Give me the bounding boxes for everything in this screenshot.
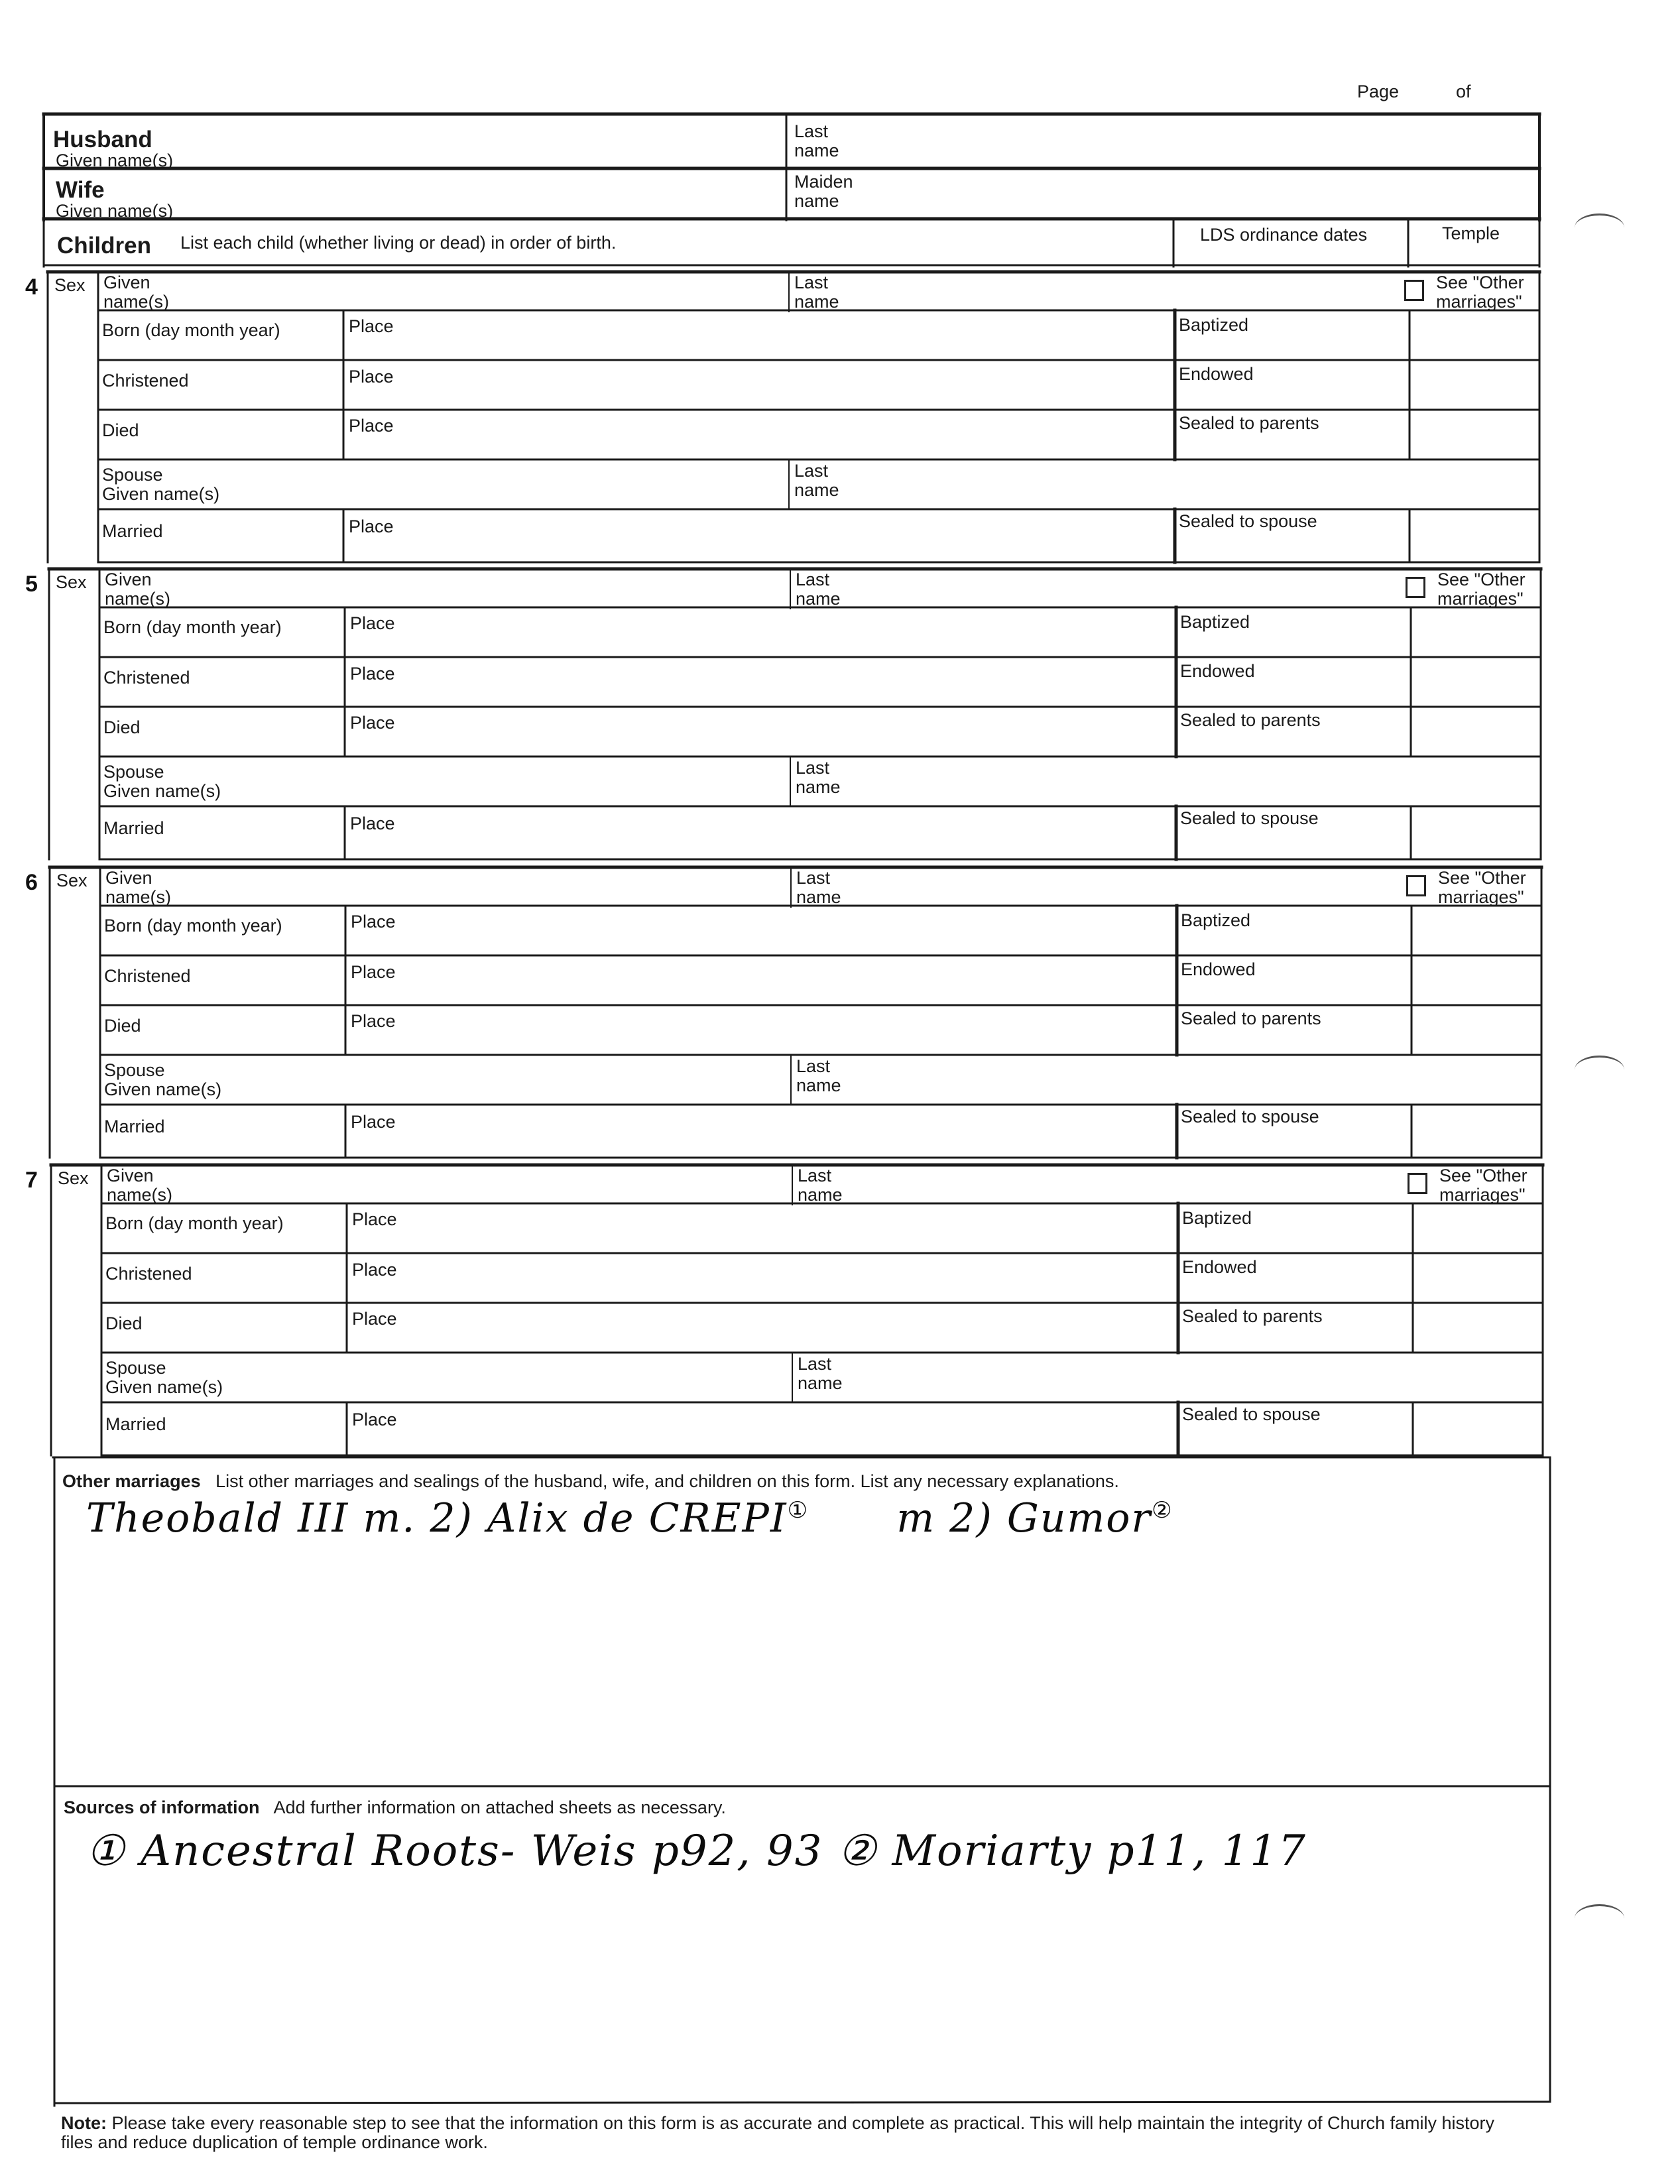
sealed-to-spouse-label: Sealed to spouse [1179,511,1317,531]
died-place-field[interactable] [408,1305,1170,1351]
sealed-to-spouse-label: Sealed to spouse [1180,808,1319,828]
died-label: Died [102,420,139,440]
other-marriage-entry-2: m 2) Gumor [896,1495,1152,1542]
source-ref-2: ② [1152,1497,1173,1524]
married-label: Married [105,1414,166,1434]
born-place-field[interactable] [406,908,1169,953]
spouse-given-label: Spouse Given name(s) [103,762,221,801]
spouse-given-label: Spouse Given name(s) [105,1358,223,1397]
place-label: Place [350,613,395,633]
place-label: Place [351,1112,396,1132]
source-ref-1: ① [787,1497,810,1524]
given-name-label: Given name(s) [107,1166,173,1205]
christened-place-field[interactable] [406,958,1169,1003]
page-label: Page [1357,82,1400,101]
other-marriages-title [62,1472,1119,1491]
note-text: Please take every reasonable step to see that the information on this form is as accurate and complete as practical. This will help maintain the integrity of Church family history files and reduce duplication of temple ordinance work. [61,2113,1495,2152]
born-label: Born (day month year) [104,916,282,936]
christened-place-field[interactable] [404,363,1167,408]
given-name-label: Given name(s) [105,570,171,609]
child-number: 5 [25,572,38,597]
place-label: Place [351,962,396,982]
sealed-to-parents-label: Sealed to parents [1180,710,1321,730]
see-other-marriages-label: See "Other marriages" [1436,273,1524,312]
given-name-label: Given name(s) [105,868,172,907]
last-name-label: Last name [796,868,841,907]
endowed-label: Endowed [1179,364,1254,384]
wife-given-field[interactable] [46,170,782,216]
sealed-to-parents-label: Sealed to parents [1182,1306,1323,1326]
endowed-label: Endowed [1180,661,1255,681]
sources-instruction: Add further information on attached sheets as necessary. [273,1797,726,1817]
place-label: Place [349,316,394,336]
married-place-field[interactable] [406,809,1168,857]
wife-maiden-field[interactable] [855,170,1535,216]
sources-heading: Sources of information [64,1797,260,1817]
died-place-field[interactable] [406,1008,1169,1053]
child-given-name-field[interactable] [160,573,784,606]
christened-label: Christened [105,1264,192,1284]
husband-given-field[interactable] [46,117,782,168]
wife-maiden-label: Maiden name [794,172,853,211]
husband-last-field[interactable] [855,117,1535,168]
place-label: Place [352,1209,397,1229]
child-last-name-field[interactable] [859,1169,1389,1202]
died-label: Died [105,1313,143,1333]
sources-title [64,1798,726,1817]
other-marriages-checkbox[interactable] [1406,577,1425,598]
page-of-label: of [1456,82,1471,101]
born-label: Born (day month year) [102,320,280,340]
place-label: Place [349,516,394,536]
baptized-label: Baptized [1182,1208,1252,1228]
child-given-name-field[interactable] [159,276,782,309]
other-marriages-heading: Other marriages [62,1471,201,1491]
endowed-label: Endowed [1181,959,1256,979]
born-place-field[interactable] [408,1206,1170,1251]
baptized-label: Baptized [1181,910,1251,930]
place-label: Place [351,1011,396,1031]
place-label: Place [351,912,396,932]
punch-hole-mark [1575,213,1624,242]
children-title: Children [57,233,151,259]
christened-label: Christened [103,668,190,688]
spouse-last-name-label: Last name [798,1354,843,1393]
place-label: Place [352,1410,397,1429]
spouse-last-name-label: Last name [796,1056,841,1095]
child-last-name-field[interactable] [855,276,1386,309]
place-label: Place [349,367,394,387]
child-last-name-field[interactable] [857,871,1388,904]
endowed-label: Endowed [1182,1257,1257,1277]
other-marriages-instruction: List other marriages and sealings of the husband, wife, and children on this form. List any necessary explanations. [215,1471,1119,1491]
spouse-given-label: Spouse Given name(s) [104,1060,222,1099]
married-place-field[interactable] [408,1405,1170,1453]
see-other-marriages-label: See "Other marriages" [1438,868,1526,907]
died-place-field[interactable] [406,709,1168,755]
married-label: Married [103,818,164,838]
husband-title: Husband [53,127,152,152]
sources-handwriting[interactable]: ① Ancestral Roots- Weis p92, 93 ② Moriarty p11, 117 [86,1827,1307,1876]
spouse-last-name-label: Last name [794,461,839,500]
child-given-name-field[interactable] [162,1169,786,1202]
last-name-label: Last name [794,273,839,312]
children-instruction: List each child (whether living or dead) in order of birth. [180,233,617,253]
wife-title: Wife [56,177,105,203]
other-marriages-checkbox[interactable] [1404,280,1424,301]
given-name-label: Given name(s) [103,273,170,312]
sealed-to-spouse-label: Sealed to spouse [1182,1404,1321,1424]
see-other-marriages-label: See "Other marriages" [1439,1166,1528,1205]
see-other-marriages-label: See "Other marriages" [1437,570,1526,609]
place-label: Place [350,664,395,684]
christened-label: Christened [104,966,191,986]
christened-label: Christened [102,371,189,391]
husband-last-label: Last name [794,121,839,160]
child-number: 6 [25,870,38,895]
sex-label: Sex [58,1168,89,1188]
wife-given-label: Given name(s) [56,201,174,221]
other-marriage-entry-1: Theobald III m. 2) Alix de CREPI [86,1495,788,1542]
born-place-field[interactable] [406,610,1168,655]
died-label: Died [104,1016,141,1036]
place-label: Place [349,416,394,436]
sealed-to-spouse-label: Sealed to spouse [1181,1107,1319,1126]
husband-given-label: Given name(s) [56,151,174,170]
place-label: Place [350,814,395,833]
place-label: Place [352,1309,397,1329]
born-label: Born (day month year) [103,617,282,637]
baptized-label: Baptized [1179,315,1249,335]
place-label: Place [352,1260,397,1280]
footer-note [61,2114,1526,2152]
sex-label: Sex [54,275,86,295]
sex-label: Sex [56,871,88,890]
christened-place-field[interactable] [406,660,1168,705]
place-label: Place [350,713,395,733]
last-name-label: Last name [796,570,841,609]
spouse-given-label: Spouse Given name(s) [102,465,220,504]
lds-dates-label: LDS ordinance dates [1200,225,1368,245]
punch-hole-mark [1575,1904,1624,1933]
child-last-name-field[interactable] [857,573,1387,606]
born-place-field[interactable] [404,313,1167,358]
note-label: Note: [61,2113,107,2133]
other-marriages-checkbox[interactable] [1408,1173,1427,1194]
child-number: 4 [25,274,38,300]
sealed-to-parents-label: Sealed to parents [1181,1008,1321,1028]
married-place-field[interactable] [404,512,1167,560]
born-label: Born (day month year) [105,1213,284,1233]
temple-label: Temple [1442,223,1500,243]
form-rule [54,2102,1550,2103]
sex-label: Sex [56,572,87,592]
child-number: 7 [25,1168,38,1193]
married-place-field[interactable] [406,1107,1169,1155]
punch-hole-mark [1575,1056,1624,1084]
spouse-last-name-label: Last name [796,758,841,797]
last-name-label: Last name [798,1166,843,1205]
other-marriages-checkbox[interactable] [1406,875,1426,896]
baptized-label: Baptized [1180,612,1250,632]
married-label: Married [104,1117,165,1136]
died-place-field[interactable] [404,412,1167,457]
died-label: Died [103,717,141,737]
child-given-name-field[interactable] [161,871,784,904]
married-label: Married [102,521,163,541]
christened-place-field[interactable] [408,1256,1170,1301]
sealed-to-parents-label: Sealed to parents [1179,413,1319,433]
other-marriages-handwriting[interactable] [86,1495,1173,1542]
